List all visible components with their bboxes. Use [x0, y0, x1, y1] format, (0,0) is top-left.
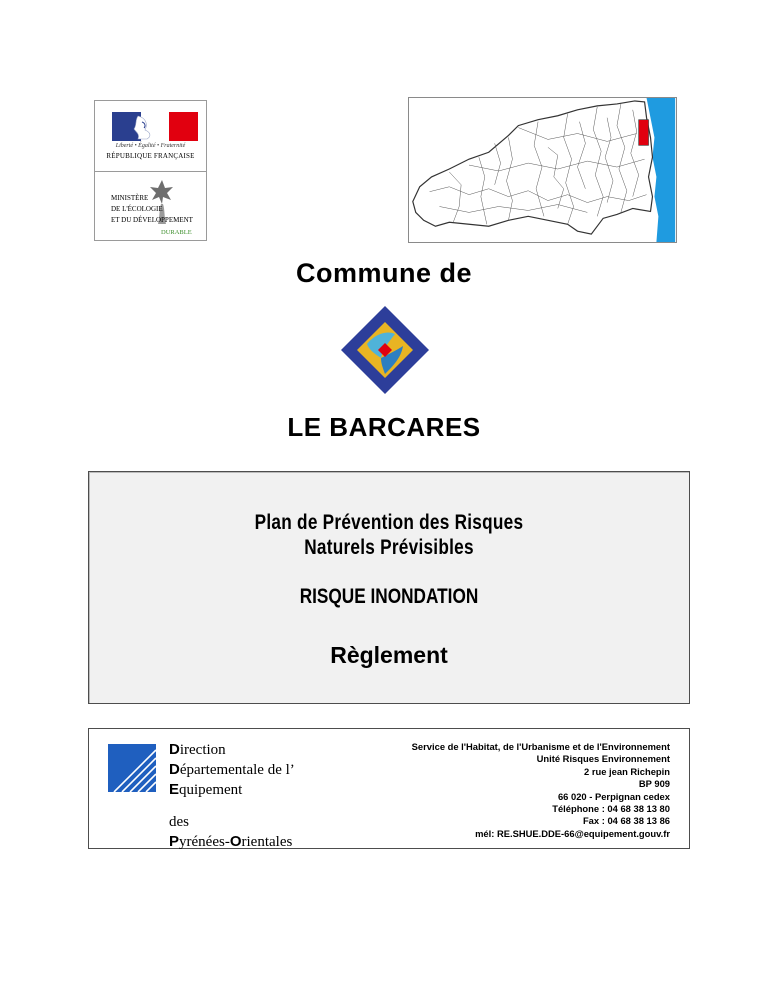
risk-title: RISQUE INONDATION — [299, 585, 479, 608]
service-po-box: BP 909 — [638, 778, 670, 790]
dde-logo-icon — [108, 744, 156, 792]
ministry-block — [95, 172, 206, 242]
government-logo — [94, 100, 207, 241]
plan-title-box — [88, 471, 690, 704]
service-phone: Téléphone : 04 68 38 13 80 — [552, 803, 670, 815]
commune-label: Commune de — [295, 258, 473, 288]
document-type: Règlement — [330, 642, 448, 668]
republic-block — [95, 101, 206, 172]
dde-name: Direction Départementale de l’ Equipement des Pyrénées-Orientales — [169, 741, 295, 850]
republic-motto: Liberté • Égalité • Fraternité — [115, 143, 186, 149]
dde-footer — [88, 728, 690, 849]
marianne-flag-icon — [112, 112, 198, 141]
commune-name: LE BARCARES — [287, 412, 481, 442]
plan-title: Plan de Prévention des Risques Naturels Prévisibles — [254, 511, 524, 559]
service-email[interactable]: mél: RE.SHUE.DDE-66@equipement.gouv.fr — [475, 827, 670, 839]
republic-name: RÉPUBLIQUE FRANÇAISE — [106, 152, 195, 160]
service-fax: Fax : 04 68 38 13 86 — [582, 815, 670, 827]
service-unit: Unité Risques Environnement — [536, 753, 670, 765]
ministry-name: MINISTÈRE DE L'ÉCOLOGIE ET DU DÉVELOPPEMENT — [111, 194, 193, 224]
service-city: 66 020 - Perpignan cedex — [557, 790, 670, 802]
commune-logo-icon — [339, 304, 431, 396]
service-street: 2 rue jean Richepin — [584, 765, 670, 777]
department-map-icon — [408, 97, 677, 243]
service-address — [412, 741, 670, 840]
ministry-durable: DURABLE — [161, 229, 192, 236]
service-name: Service de l'Habitat, de l'Urbanisme et de l'Environnement — [411, 741, 670, 752]
